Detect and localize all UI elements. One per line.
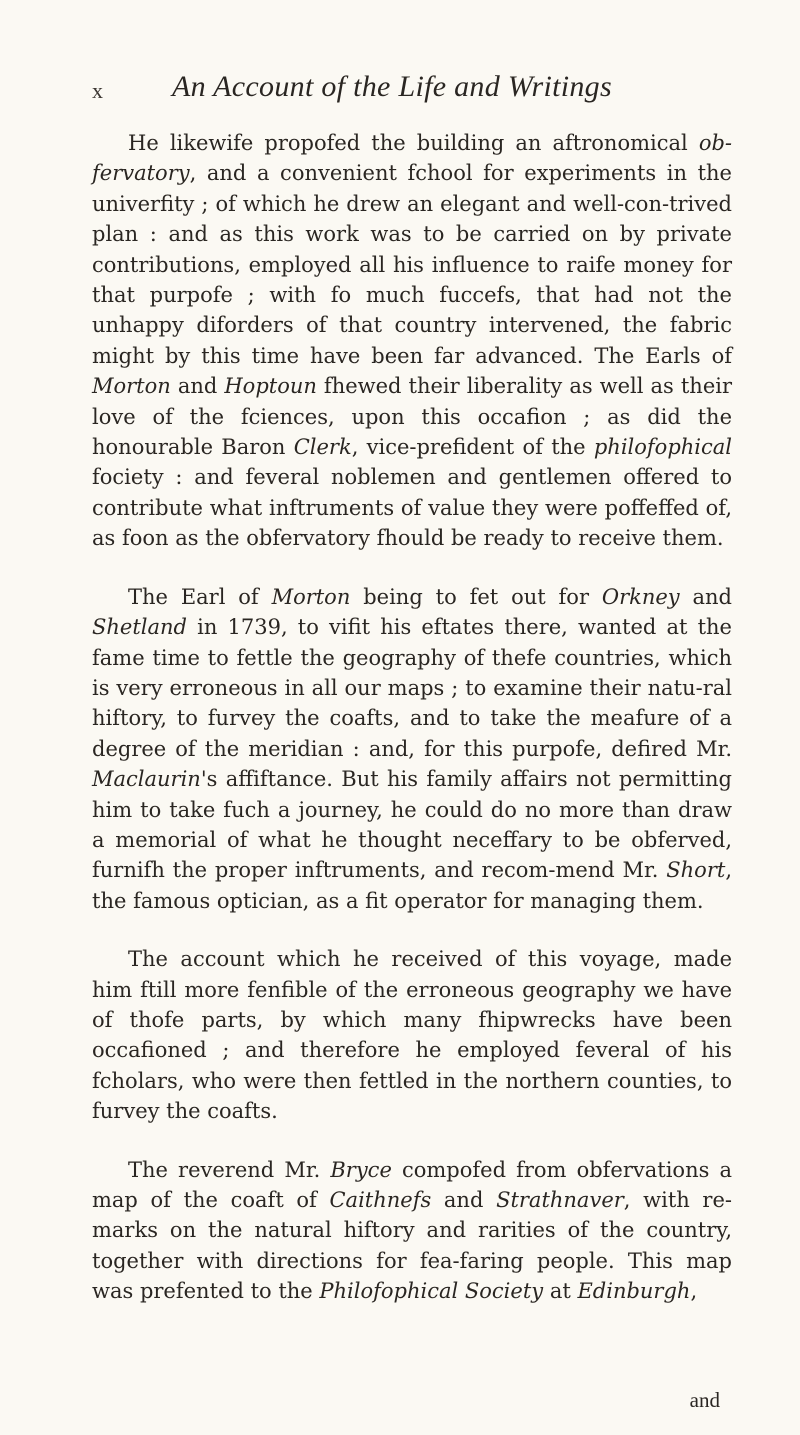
italic-term: Hoptoun xyxy=(224,374,317,399)
text-run: , the famous optician, as a fit operator for managing them. xyxy=(92,858,732,913)
text-run: , vice-prefident of the xyxy=(351,435,594,460)
text-run: and xyxy=(170,374,225,399)
text-run: and xyxy=(431,1188,497,1212)
italic-term: Bryce xyxy=(330,1157,392,1182)
italic-term: Short xyxy=(666,858,726,883)
italic-term: ob-fervatory xyxy=(92,131,732,186)
text-run: , xyxy=(690,1279,698,1304)
paragraph-4 xyxy=(92,1155,732,1307)
page-header xyxy=(92,70,712,110)
italic-term: Strathnaver xyxy=(496,1188,624,1212)
italic-term: Caithnefs xyxy=(329,1188,432,1212)
text-run: The Earl of xyxy=(128,584,272,609)
italic-term: Edinburgh xyxy=(577,1279,691,1304)
italic-term: Shetland xyxy=(92,615,187,640)
text-run: at xyxy=(543,1279,578,1304)
text-run: being to fet out for xyxy=(350,584,602,609)
text-run: The account which he received of this voyage, made him ftill more fenfible of the erroneous geography we have of thofe parts, by which many fhipwrecks have been occafioned ; and therefore he employed feveral of his fcholars, who were then fettled in the northern counties, to furvey the coafts. xyxy=(92,947,732,1124)
italic-term: Morton xyxy=(271,584,351,609)
text-run: and xyxy=(679,584,733,609)
italic-term: philofophical xyxy=(593,435,732,460)
text-run: fhewed their liberality as well as their love of the fciences, upon this occafion ; as did the honourable Baron xyxy=(92,374,732,460)
text-run: He likewife propofed the building an aftronomical xyxy=(128,131,699,155)
text-run: compofed from obfervations a map of the coaft of xyxy=(92,1157,732,1212)
italic-term: Philofophical Society xyxy=(319,1279,544,1304)
running-title: An Account of the Life and Writings xyxy=(172,70,612,103)
italic-term: Morton xyxy=(92,374,171,399)
paragraph-1 xyxy=(92,128,732,554)
body-text xyxy=(92,128,732,1307)
text-run: 's affiftance. But his family affairs not permitting him to take fuch a journey, he could do no more than draw a memorial of what he thought neceffary to be obferved, furnifh the proper inftruments, and recom-mend Mr. xyxy=(92,767,732,883)
italic-term: Maclaurin xyxy=(92,767,201,792)
text-run: The reverend Mr. xyxy=(128,1157,331,1182)
page-number: x xyxy=(92,78,103,103)
paragraph-3 xyxy=(92,944,732,1126)
italic-term: Clerk xyxy=(293,435,352,460)
catchword: and xyxy=(689,1388,720,1412)
paragraph-2 xyxy=(92,582,732,916)
text-run: , with re-marks on the natural hiftory and rarities of the country, together with directions for fea-faring people. This map was prefented to the xyxy=(92,1188,732,1304)
text-run: fociety : and feveral noblemen and gentlemen offered to contribute what inftruments of value they were poffeffed of, as foon as the obfervatory fhould be ready to receive them. xyxy=(92,465,732,551)
italic-term: Orkney xyxy=(601,584,680,609)
text-run: in 1739, to vifit his eftates there, wanted at the fame time to fettle the geography of thefe countries, which is very erroneous in all our maps ; to examine their natu-ral hiftory, to furvey the coafts, and to take the meafure of a degree of the meridian : and, for this purpofe, defired Mr. xyxy=(92,615,732,761)
text-run: , and a convenient fchool for experiments in the univerfity ; of which he drew an elegant and well-con-trived plan : and as this work was to be carried on by private contributions, employed all his influence to raife money for that purpofe ; with fo much fuccefs, that had not the unhappy diforders of that country intervened, the fabric might by this time have been far advanced. The Earls of xyxy=(92,161,732,368)
